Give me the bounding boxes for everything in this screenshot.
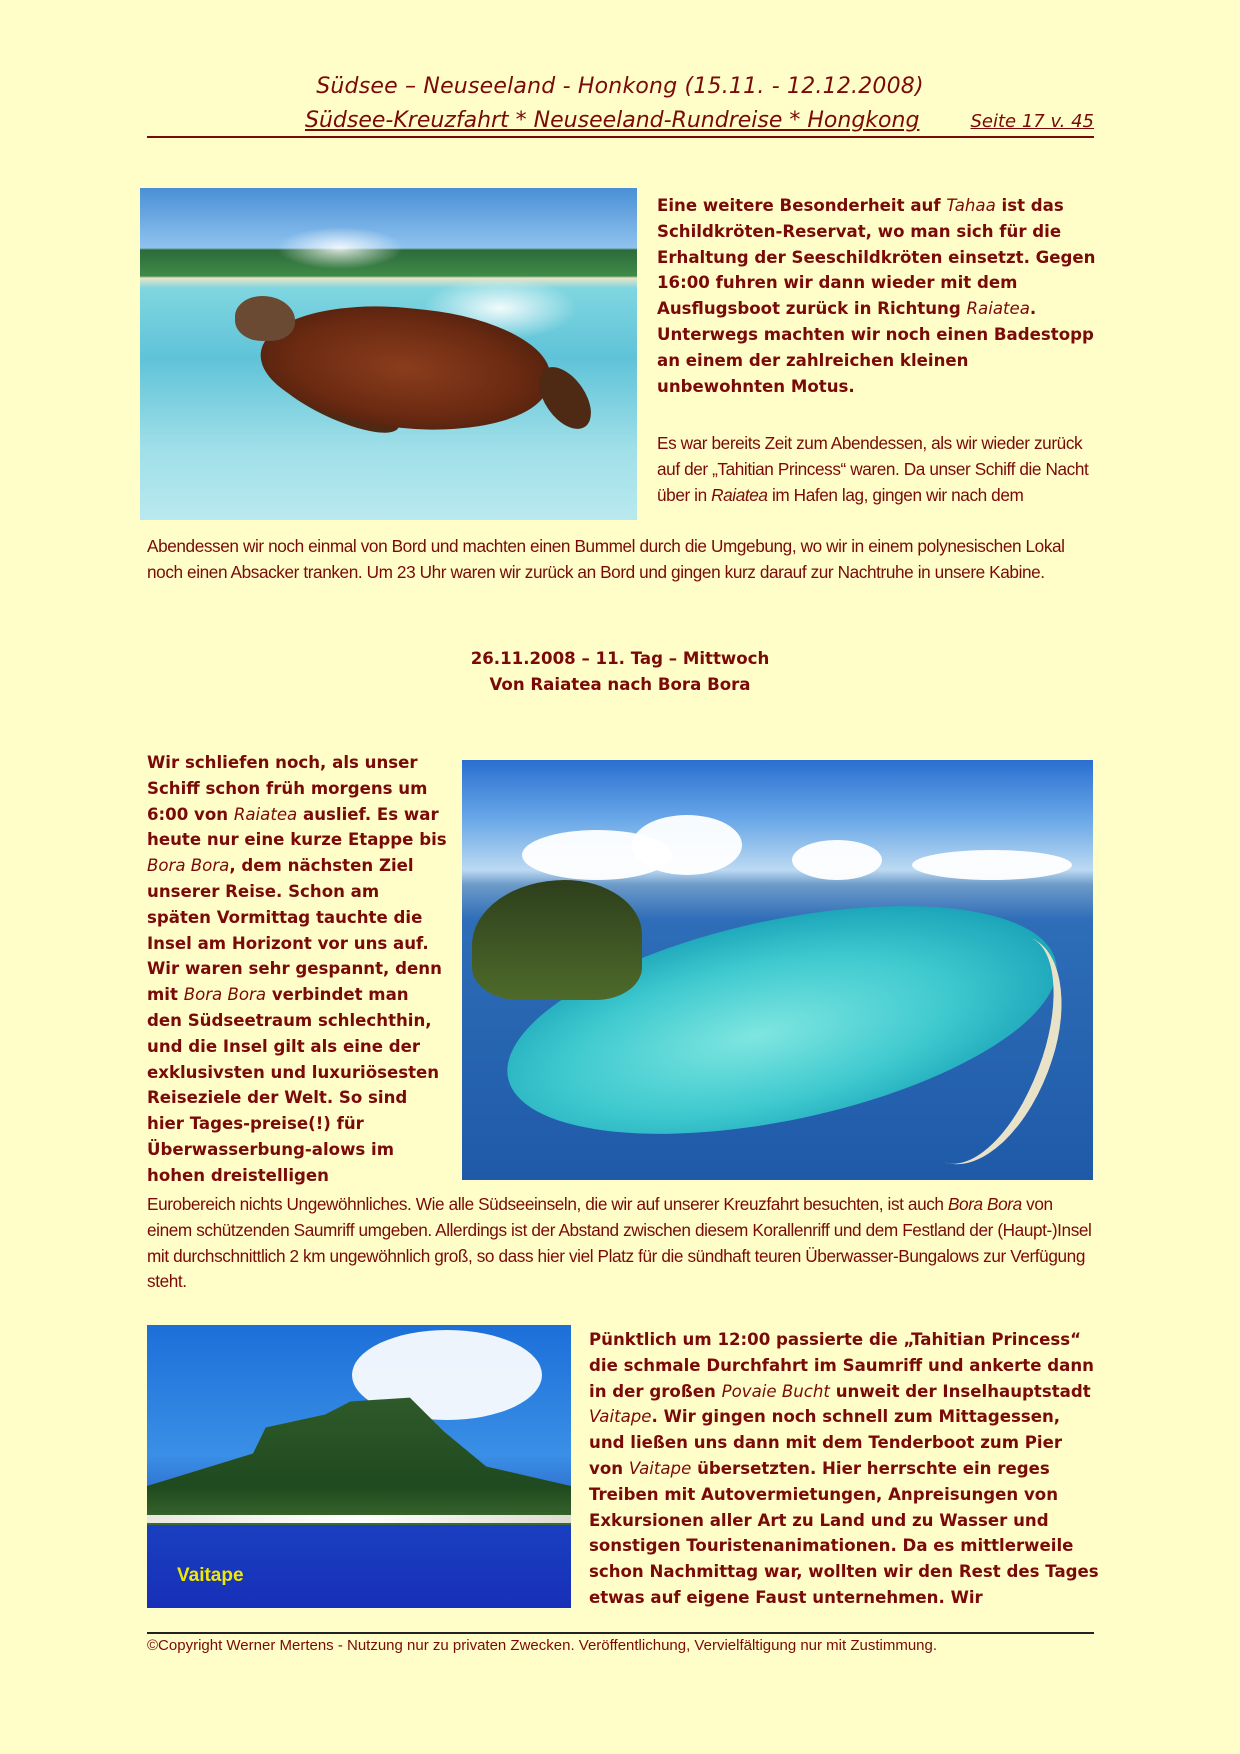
paragraph-evening-continued: Abendessen wir noch einmal von Bord und machten einen Bummel durch die Umgebung, wo wir in einem polynesischen Lokal noch einen Absacker tranken. Um 23 Uhr waren wir zurück an Bord und gingen kurz darauf zur Nachtruhe in unsere Kabine. [147,536,1065,582]
cloud [912,850,1072,880]
turtle-photo [140,188,637,520]
paragraph-bora-bora: Wir schliefen noch, als unser Schiff schon früh morgens um 6:00 von Raiatea auslief. Es war heute nur eine kurze Etappe bis Bora Bora, dem nächsten Ziel unserer Reise. Schon am späten Vormittag tauchte die Insel am Horizont vor uns auf. Wir waren sehr gespannt, denn mit Bora Bora verbindet man den Südseetraum schlechthin, und die Insel gilt als eine der exklusivsten und luxuriösesten Reiseziele der Welt. So sind hier Tages-preise(!) für Überwasserbung-alows im hohen dreistelligen [147,753,447,1185]
shoreline [147,1515,571,1523]
place-raiatea: Raiatea [966,299,1030,319]
place-tahaa: Tahaa [946,196,996,215]
cloud [632,815,742,875]
turtle-shell [255,293,556,443]
header-rule [147,108,1094,138]
document-title: Südsee – Neuseeland - Honkong (15.11. - 12.12.2008) [316,74,924,99]
paragraph-tahaa: Eine weitere Besonderheit auf Tahaa ist das Schildkröten-Reservat, wo man sich für die Erhaltung der Seeschildkröten einsetzt. Gegen 16:00 fuhren wir dann wieder mit dem Ausflugsboot zurück in Richtung Raiatea. Unterwegs machten wir noch einen Badestopp an einem der zahlreichen kleinen unbewohnten Motus. [657,196,1096,396]
day-heading-date: 26.11.2008 – 11. Tag – Mittwoch [470,649,770,668]
day-heading-route: Von Raiatea nach Bora Bora [489,675,751,694]
place-raiatea: Raiatea [711,484,768,505]
mountain [472,880,642,1000]
paragraph-vaitape: Pünktlich um 12:00 passierte die „Tahitian Princess“ die schmale Durchfahrt im Saumriff und ankerte dann in der großen Povaie Bucht unweit der Inselhauptstadt Vaitape. Wir gingen noch schnell zum Mittagessen, und ließen uns dann mit dem Tenderboot zum Pier von Vaitape übersetzten. Hier herrschte ein reges Treiben mit Autovermietungen, Anpreisungen von Exkursionen aller Art zu Land und zu Wasser und sonstigen Touristenanimationen. Da es mittlerweile schon Nachmittag war, wollten wir den Rest des Tages etwas auf eigene Faust unternehmen. Wir [589,1330,1099,1607]
copyright-notice: ©Copyright Werner Mertens - Nutzung nur zu privaten Zwecken. Veröffentlichung, Vervielfältigung nur mit Zustimmung. [147,1637,938,1654]
document-subtitle: Südsee-Kreuzfahrt * Neuseeland-Rundreise * Hongkong [305,108,920,133]
photo-caption: Vaitape [177,1565,244,1586]
cloud [792,840,882,880]
paragraph-saumriff: Eurobereich nichts Ungewöhnliches. Wie alle Südseeinseln, die wir auf unserer Kreuzfahrt besuchten, ist auch Bora Bora von einem schützenden Saumriff umgeben. Allerdings ist der Abstand zwischen diesem Korallenriff und dem Festland der (Haupt-)Insel mit durchschnittlich 2 km ungewöhnlich groß, so dass hier viel Platz für die sündhaft teuren Überwasser-Bungalows zur Verfügung steht. [147,1194,1092,1292]
mountain [147,1395,571,1525]
turtle-head [235,296,295,341]
paragraph-evening: Es war bereits Zeit zum Abendessen, als wir wieder zurück auf der „Tahitian Princess“ waren. Da unser Schiff die Nacht über in Raiatea im Hafen lag, gingen wir nach dem [657,433,1089,505]
vaitape-photo [147,1325,571,1608]
page-number: Seite 17 v. 45 [970,111,1094,132]
bora-bora-aerial-photo [462,760,1093,1180]
